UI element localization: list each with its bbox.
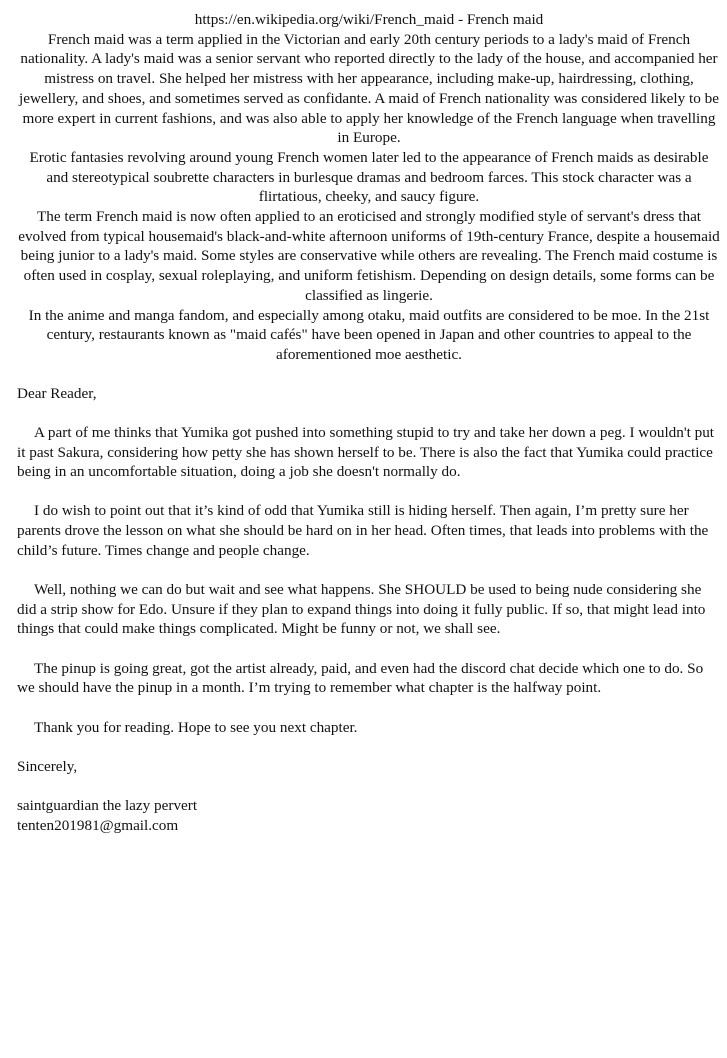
letter-closing: Sincerely, — [17, 757, 78, 775]
letter-paragraph: Well, nothing we can do but wait and see what happens. She SHOULD be used to being nude considering she did a strip show for Edo. Unsure if they plan to expand things into doing it fully public. If so, that might lead into things that could make things complicated. Might be funny or not, we shall see. — [17, 581, 706, 638]
letter-paragraph: The pinup is going great, got the artist already, paid, and even had the discord chat decide which one to do. So we should have the pinup in a month. I’m trying to remember what chapter is the halfway point. — [17, 659, 704, 697]
signature-email: tenten201981@gmail.com — [17, 816, 179, 834]
author-letter — [17, 384, 721, 836]
excerpt-source-title: https://en.wikipedia.org/wiki/French_maid - French maid — [194, 11, 544, 28]
letter-salutation: Dear Reader, — [17, 384, 97, 402]
excerpt-paragraph: Erotic fantasies revolving around young French women later led to the appearance of French maids as desirable and stereotypical soubrette characters in burlesque dramas and bedroom farces. This stock character was a flirtatious, cheeky, and saucy figure. — [29, 148, 709, 206]
letter-paragraph: Thank you for reading. Hope to see you next chapter. — [34, 718, 358, 736]
excerpt-paragraph: In the anime and manga fandom, and especially among otaku, maid outfits are considered to be moe. In the 21st century, restaurants known as "maid cafés" have been opened in Japan and other countries to appeal to the aforementioned moe aesthetic. — [28, 306, 710, 363]
letter-paragraph: I do wish to point out that it’s kind of odd that Yumika still is hiding herself. Then again, I’m pretty sure her parents drove the lesson on what she should be hard on in her head. Often times, that leads into problems with the child’s future. Times change and people change. — [17, 502, 709, 559]
signature-name: saintguardian the lazy pervert — [17, 797, 198, 814]
excerpt-paragraph: French maid was a term applied in the Victorian and early 20th century periods to a lady's maid of French nationality. A lady's maid was a senior servant who reported directly to the lady of the house, and accompanied her mistress on travel. She helped her mistress with her appearance, including make-up, hairdressing, clothing, jewellery, and shoes, and sometimes served as confidante. A maid of French nationality was considered likely to be more expert in current fashions, and was also able to apply her knowledge of the French language when travelling in Europe. — [19, 30, 719, 147]
excerpt-paragraph: The term French maid is now often applied to an eroticised and strongly modified style of servant's dress that evolved from typical housemaid's black-and-white afternoon uniforms of 19th-century France, despite a housemaid being junior to a lady's maid. Some styles are conservative while others are revealing. The French maid costume is often used in cosplay, sexual roleplaying, and uniform fetishism. Depending on design details, some forms can be classified as lingerie. — [18, 208, 720, 304]
letter-paragraph: A part of me thinks that Yumika got pushed into something stupid to try and take her down a peg. I wouldn't put it past Sakura, considering how petty she has shown herself to be. There is also the fact that Yumika could practice being in an uncomfortable situation, doing a job she doesn't normally do. — [17, 423, 715, 481]
wikipedia-excerpt — [17, 10, 721, 365]
